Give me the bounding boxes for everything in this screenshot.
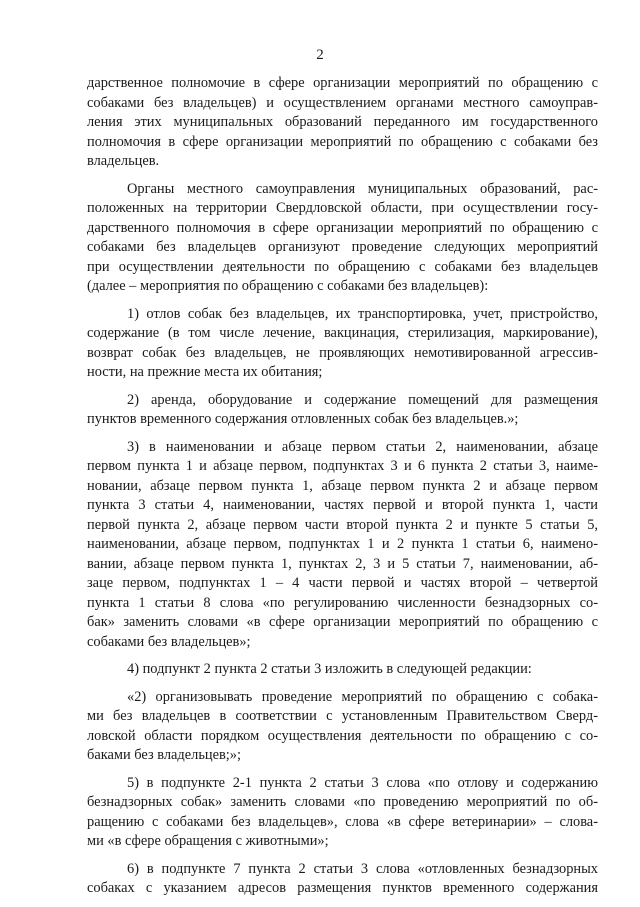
text-line: безнадзорных собак» заменить словами «по проведению мероприятий по об- bbox=[87, 794, 598, 810]
text-line: пункта 3 статьи 4, наименовании, частях первой и второй пункта 1, части bbox=[87, 497, 598, 513]
text-line: Органы местного самоуправления муниципальных образований, рас- bbox=[127, 180, 598, 197]
text-line: первой пункта 2, абзаце первом части второй пункта 2 и пункте 5 статьи 5, bbox=[87, 516, 598, 533]
text-line: 4) подпункт 2 пункта 2 статьи 3 изложить в следующей редакции: bbox=[127, 661, 532, 677]
text-line: заце первом, подпунктах 1 – 4 части первой и частях второй – четвертой bbox=[87, 575, 598, 591]
text-line: наименовании, абзаце первом, подпунктах 1 и 2 пункта 1 статьи 6, наимено- bbox=[87, 536, 598, 552]
page-number: 2 bbox=[316, 47, 324, 63]
text-line: 1) отлов собак без владельцев, их транспортировка, учет, пристройство, bbox=[127, 305, 598, 322]
text-line: бак» заменить словами «в сфере организации мероприятий по обращению с bbox=[87, 614, 598, 630]
text-line: 6) в подпункте 7 пункта 2 статьи 3 слова «отловленных безнадзорных bbox=[127, 860, 598, 877]
text-line: ловской области порядком осуществления деятельности по обращению с со- bbox=[87, 727, 598, 744]
text-line: ми «в сфере обращения с животными»; bbox=[87, 833, 329, 849]
paragraph-item-2 bbox=[87, 391, 598, 430]
paragraph-organs bbox=[87, 180, 598, 297]
text-line: баками без владельцев;»; bbox=[87, 747, 241, 763]
text-line: 5) в подпункте 2-1 пункта 2 статьи 3 слова «по отлову и содержанию bbox=[127, 774, 598, 791]
text-line: дарственного полномочия в сфере организации мероприятий по обращению с bbox=[87, 219, 598, 236]
text-line: (далее – мероприятия по обращению с собаками без владельцев): bbox=[87, 278, 489, 294]
paragraph-item-3 bbox=[87, 438, 598, 653]
paragraph-item-4 bbox=[87, 660, 598, 680]
paragraph-item-6 bbox=[87, 860, 598, 899]
text-line: возврат собак без владельцев, не проявляющих немотивированной агрессив- bbox=[87, 344, 598, 361]
text-line: собаками без владельцев»; bbox=[87, 633, 251, 650]
text-line: владельцев. bbox=[87, 153, 160, 169]
text-line: 2) аренда, оборудование и содержание помещений для размещения bbox=[127, 391, 598, 408]
text-line: первом пункта 1 и абзаце первом, подпунктах 3 и 6 пункта 2 статьи 3, наиме- bbox=[87, 458, 598, 474]
text-line: ми без владельцев в соответствии с установленным Правительством Сверд- bbox=[87, 708, 598, 724]
text-line: при осуществлении деятельности по обращению с собаками без владельцев bbox=[87, 258, 598, 275]
text-line: собаках с указанием адресов размещения пунктов временного содержания bbox=[87, 880, 598, 896]
text-line: собаками без владельцев) и осуществлением органами местного самоуправ- bbox=[87, 94, 598, 111]
text-line: пункта 1 статьи 8 слова «по регулированию численности безнадзорных со- bbox=[87, 594, 598, 611]
text-line: дарственное полномочие в сфере организации мероприятий по обращению с bbox=[87, 75, 598, 91]
text-line: содержание (в том числе лечение, вакцинация, стерилизация, маркирование), bbox=[87, 325, 598, 341]
text-line: 3) в наименовании и абзаце первом статьи 2, наименовании, абзаце bbox=[127, 438, 598, 455]
text-line: положенных на территории Свердловской области, при осуществлении госу- bbox=[87, 200, 598, 216]
text-line: ращению с собаками без владельцев», слова «в сфере ветеринарии» – слова- bbox=[87, 813, 598, 830]
document-body bbox=[87, 74, 598, 907]
text-line: ности, на прежние места их обитания; bbox=[87, 364, 323, 380]
text-line: пунктов временного содержания отловленных собак без владельцев.»; bbox=[87, 411, 519, 427]
text-line: полномочия в сфере организации мероприятий по обращению с собаками без bbox=[87, 133, 598, 150]
text-line: новании, абзаце первом пункта 1, абзаце первом пункта 2 и абзаце первом bbox=[87, 477, 598, 494]
paragraph-quoted-item-2 bbox=[87, 688, 598, 766]
paragraph-continuation bbox=[87, 74, 598, 172]
text-line: «2) организовывать проведение мероприятий по обращению с собака- bbox=[127, 688, 598, 705]
text-line: вании, абзаце первом пункта 1, пунктах 2, 3 и 5 статьи 7, наименовании, аб- bbox=[87, 555, 598, 572]
text-line: ления этих муниципальных образований переданного им государственного bbox=[87, 114, 598, 130]
paragraph-item-5 bbox=[87, 774, 598, 852]
text-line: собаками без владельцев организуют проведение следующих мероприятий bbox=[87, 239, 598, 255]
paragraph-item-1 bbox=[87, 305, 598, 383]
